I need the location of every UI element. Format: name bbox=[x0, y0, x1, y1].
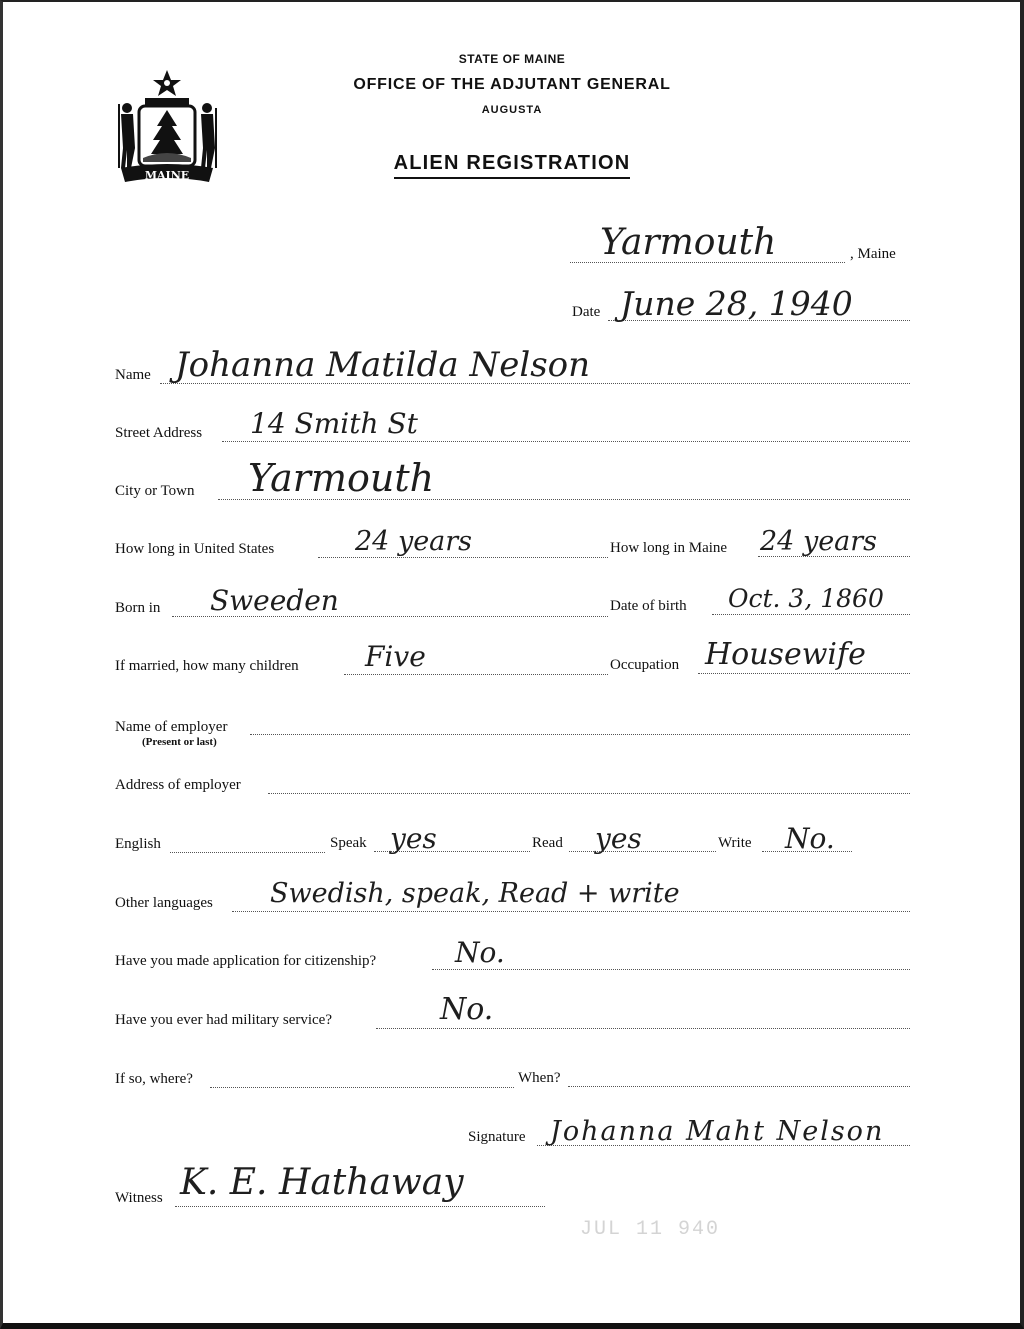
us-duration-value: 24 years bbox=[355, 526, 473, 557]
english-label: English bbox=[115, 836, 161, 852]
street-label: Street Address bbox=[115, 425, 203, 441]
citizenship-label: Have you made application for citizenship? bbox=[115, 953, 377, 969]
write-value: No. bbox=[785, 822, 835, 855]
date-label: Date bbox=[572, 304, 601, 320]
occupation-value: Housewife bbox=[705, 637, 866, 672]
form-title-text: ALIEN REGISTRATION bbox=[394, 152, 631, 179]
witness-value: K. E. Hathaway bbox=[180, 1162, 464, 1203]
where-line bbox=[210, 1087, 514, 1088]
maine-duration-label: How long in Maine bbox=[610, 540, 728, 556]
read-line bbox=[569, 851, 716, 852]
write-label: Write bbox=[718, 835, 752, 851]
other-languages-value: Swedish, speak, Read + write bbox=[270, 878, 680, 909]
employer-line bbox=[250, 734, 910, 735]
date-stamp: JUL 11 940 bbox=[580, 1218, 721, 1241]
signature-value: Johanna Maht Nelson bbox=[550, 1116, 885, 1147]
children-label: If married, how many children bbox=[115, 658, 299, 674]
dob-line bbox=[712, 614, 910, 615]
header-state: STATE OF MAINE bbox=[458, 52, 566, 66]
street-value: 14 Smith St bbox=[250, 407, 418, 440]
header-city: AUGUSTA bbox=[481, 104, 543, 116]
where-label: If so, where? bbox=[115, 1071, 193, 1087]
maine-duration-value: 24 years bbox=[760, 526, 878, 557]
children-line bbox=[344, 674, 608, 675]
dob-label: Date of birth bbox=[610, 598, 687, 614]
us-duration-line bbox=[318, 557, 608, 558]
occupation-label: Occupation bbox=[610, 657, 680, 673]
military-line bbox=[376, 1028, 910, 1029]
military-label: Have you ever had military service? bbox=[115, 1012, 332, 1028]
read-value: yes bbox=[595, 822, 642, 855]
citizenship-value: No. bbox=[455, 936, 505, 969]
employer-label: Name of employer bbox=[115, 719, 228, 735]
other-languages-label: Other languages bbox=[115, 895, 213, 911]
speak-label: Speak bbox=[330, 835, 367, 851]
form-title bbox=[0, 152, 1024, 175]
dob-value: Oct. 3, 1860 bbox=[728, 584, 884, 613]
header-office: OFFICE OF THE ADJUTANT GENERAL bbox=[353, 76, 671, 93]
witness-label: Witness bbox=[115, 1190, 163, 1206]
city-label: City or Town bbox=[115, 483, 195, 499]
employer-address-line bbox=[268, 793, 910, 794]
name-value: Johanna Matilda Nelson bbox=[175, 345, 591, 385]
children-value: Five bbox=[365, 640, 426, 673]
military-value: No. bbox=[440, 992, 494, 1027]
when-label: When? bbox=[518, 1070, 561, 1086]
other-languages-line bbox=[232, 911, 910, 912]
place-value: Yarmouth bbox=[600, 222, 777, 263]
employer-sublabel: (Present or last) bbox=[142, 736, 217, 748]
citizenship-line bbox=[432, 969, 910, 970]
signature-label: Signature bbox=[468, 1129, 526, 1145]
born-label: Born in bbox=[115, 600, 161, 616]
street-line bbox=[222, 441, 910, 442]
read-label: Read bbox=[532, 835, 563, 851]
born-value: Sweeden bbox=[210, 584, 339, 617]
occupation-line bbox=[698, 673, 910, 674]
witness-line bbox=[175, 1206, 545, 1207]
speak-value: yes bbox=[390, 822, 437, 855]
us-duration-label: How long in United States bbox=[115, 541, 275, 557]
employer-address-label: Address of employer bbox=[115, 777, 241, 793]
english-line bbox=[170, 852, 325, 853]
city-value: Yarmouth bbox=[248, 456, 435, 500]
when-line bbox=[568, 1086, 910, 1087]
seal-text: MAINE bbox=[144, 169, 190, 182]
place-suffix: , Maine bbox=[850, 246, 896, 262]
name-label: Name bbox=[115, 367, 151, 383]
date-value: June 28, 1940 bbox=[620, 284, 853, 323]
